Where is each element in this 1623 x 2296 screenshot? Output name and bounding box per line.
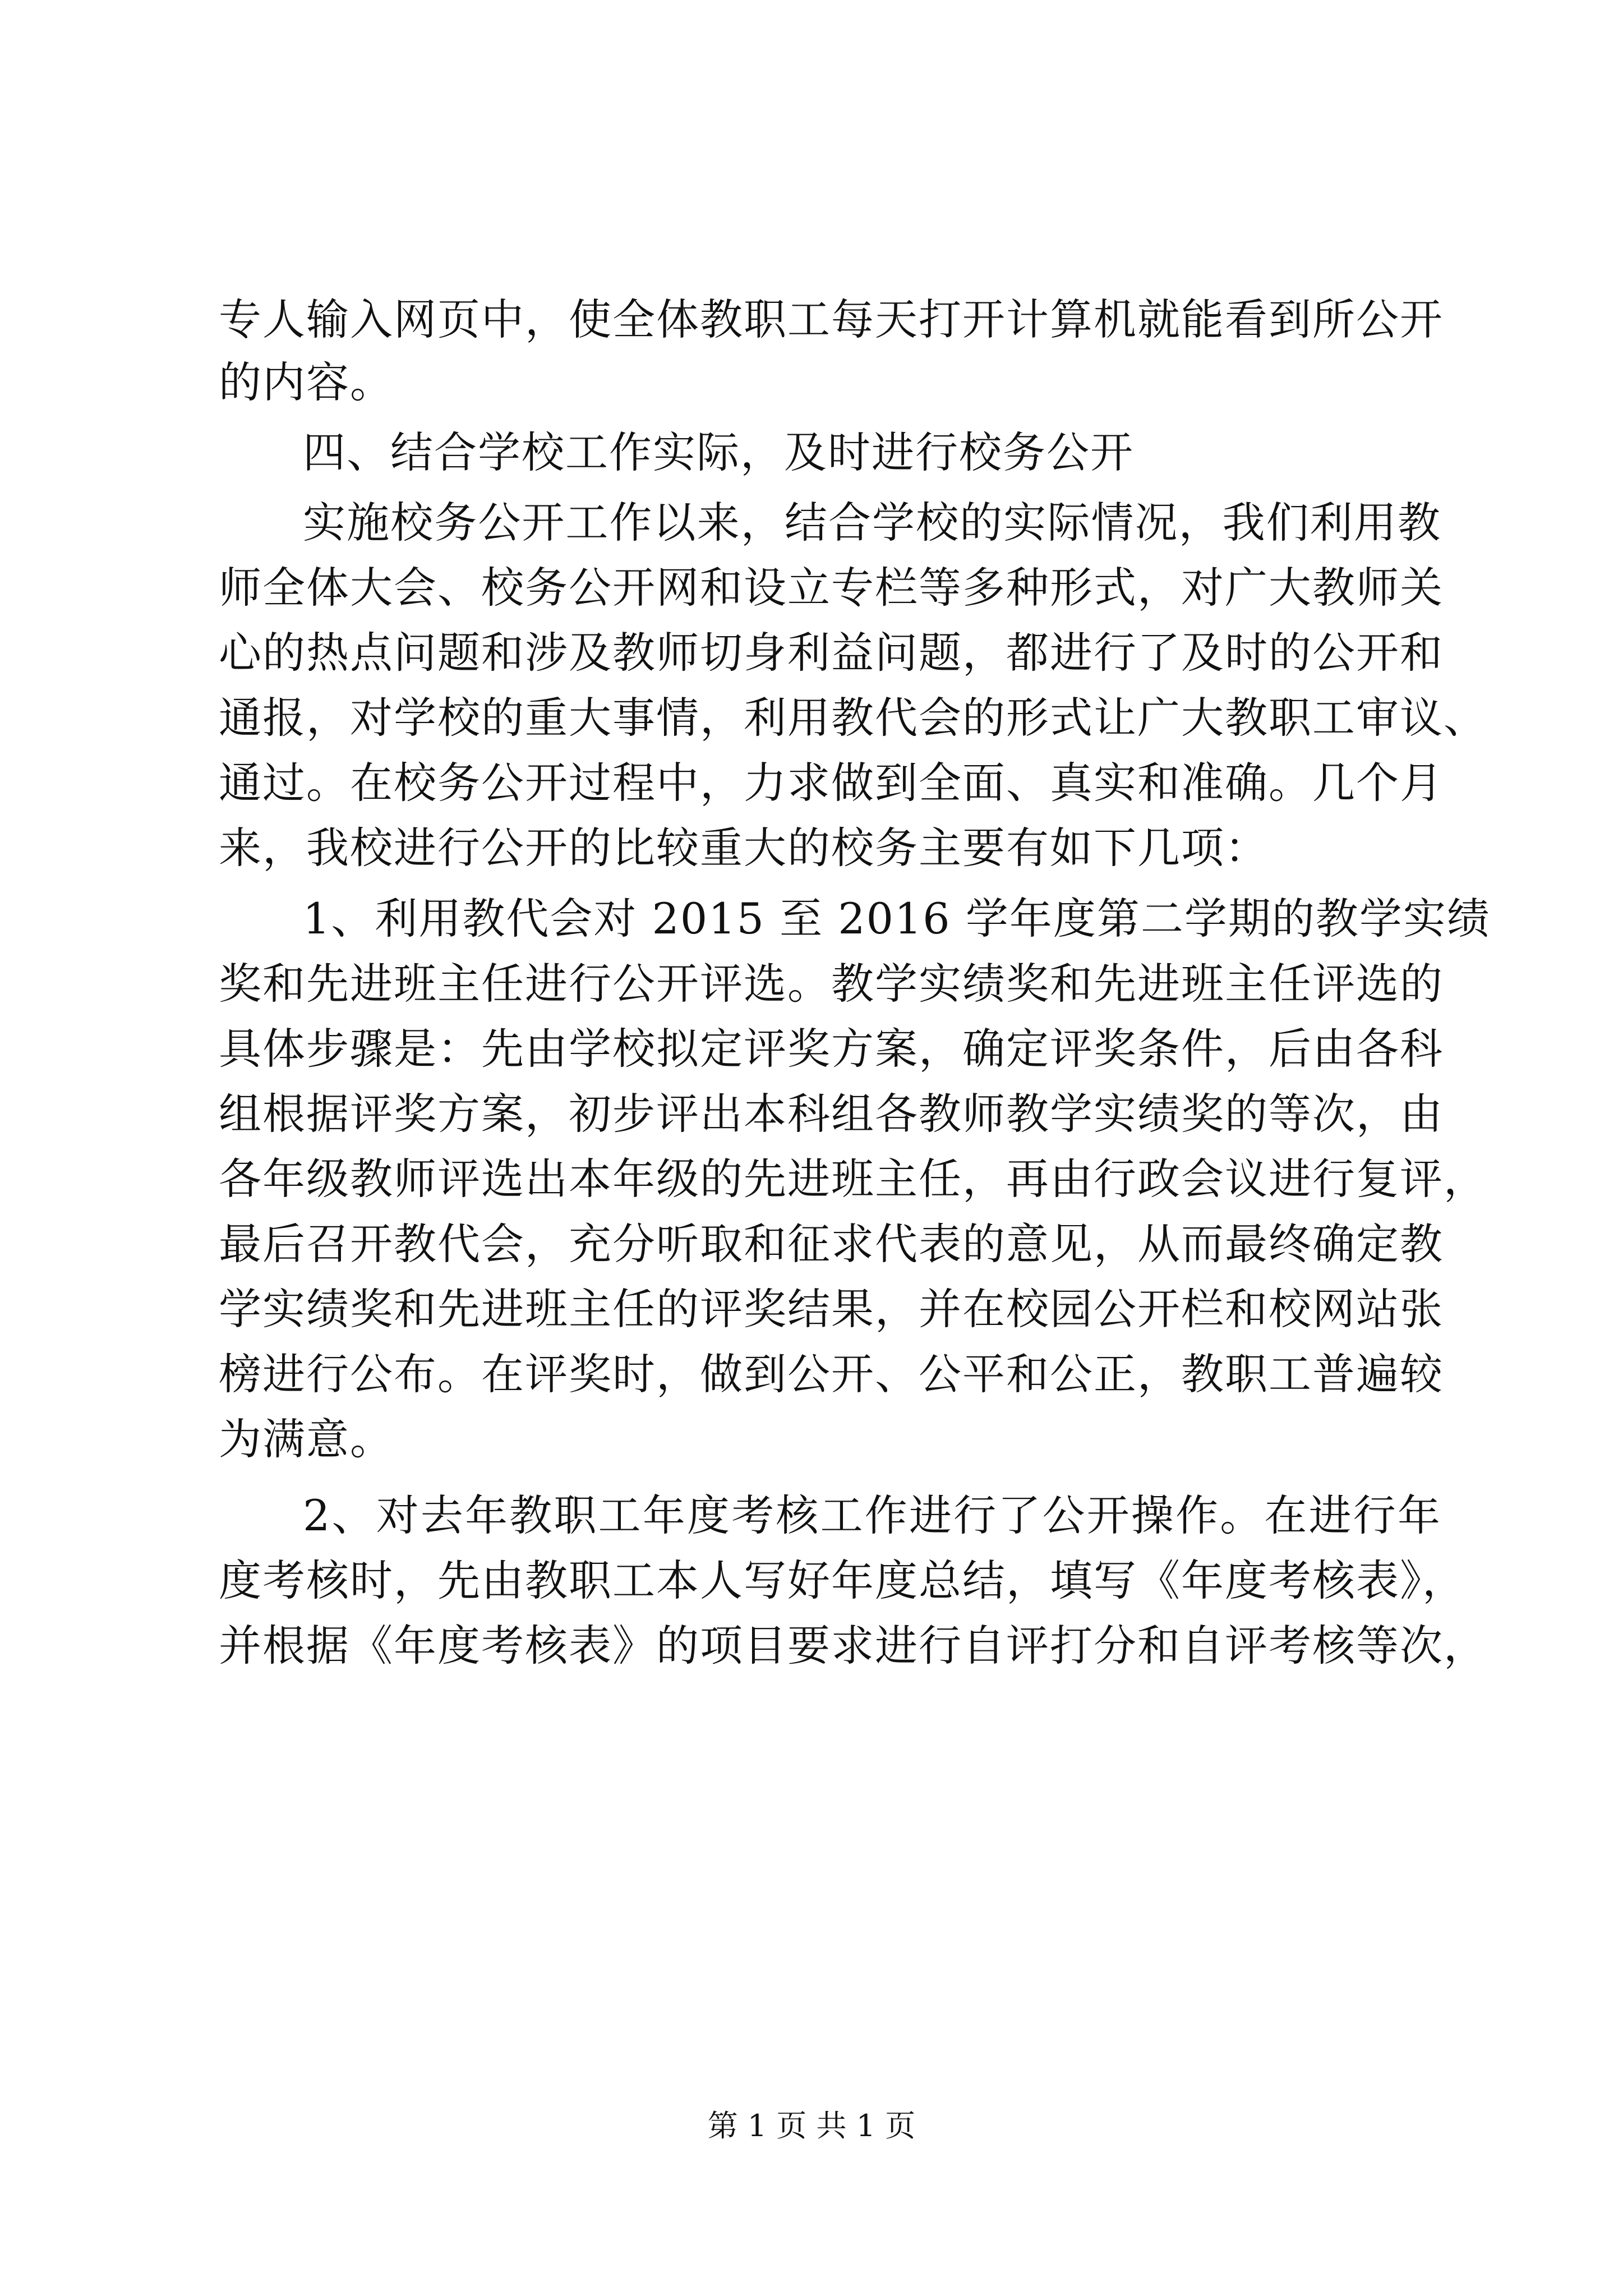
text-line: 榜进行公布。在评奖时，做到公开、公平和公正，教职工普遍较 <box>219 1349 1444 1399</box>
text-line: 2、对去年教职工年度考核工作进行了公开操作。在进行年 <box>303 1490 1441 1540</box>
text-line: 通过。在校务公开过程中，力求做到全面、真实和准确。几个月 <box>219 758 1444 808</box>
text-line: 1、利用教代会对 2015 至 2016 学年度第二学期的教学实绩 <box>303 894 1491 944</box>
text-line: 并根据《年度考核表》的项目要求进行自评打分和自评考核等次， <box>219 1621 1487 1671</box>
page-number-footer: 第 1 页 共 1 页 <box>707 2108 916 2143</box>
text-line: 专人输入网页中，使全体教职工每天打开计算机就能看到所公开 <box>219 295 1444 344</box>
text-line: 度考核时，先由教职工本人写好年度总结，填写《年度考核表》， <box>219 1556 1466 1605</box>
text-line: 学实绩奖和先进班主任的评奖结果，并在校园公开栏和校网站张 <box>219 1284 1444 1334</box>
text-line: 组根据评奖方案，初步评出本科组各教师教学实绩奖的等次，由 <box>219 1089 1444 1139</box>
text-line: 各年级教师评选出本年级的先进班主任，再由行政会议进行复评， <box>219 1154 1487 1204</box>
text-line: 最后召开教代会，充分听取和征求代表的意见，从而最终确定教 <box>219 1219 1444 1269</box>
text-line: 实施校务公开工作以来，结合学校的实际情况，我们利用教 <box>303 498 1441 547</box>
text-line: 通报，对学校的重大事情，利用教代会的形式让广大教职工审议、 <box>219 693 1487 743</box>
text-line: 的内容。 <box>219 357 394 407</box>
text-line: 心的热点问题和涉及教师切身利益问题，都进行了及时的公开和 <box>219 628 1444 678</box>
section-heading: 四、结合学校工作实际，及时进行校务公开 <box>303 427 1134 477</box>
text-line: 来，我校进行公开的比较重大的校务主要有如下几项： <box>219 823 1269 873</box>
text-line: 师全体大会、校务公开网和设立专栏等多种形式，对广大教师关 <box>219 563 1444 613</box>
text-line: 具体步骤是：先由学校拟定评奖方案，确定评奖条件，后由各科 <box>219 1024 1444 1074</box>
document-body <box>219 292 1491 2087</box>
text-line: 为满意。 <box>219 1414 394 1464</box>
text-line: 奖和先进班主任进行公开评选。教学实绩奖和先进班主任评选的 <box>219 959 1444 1009</box>
